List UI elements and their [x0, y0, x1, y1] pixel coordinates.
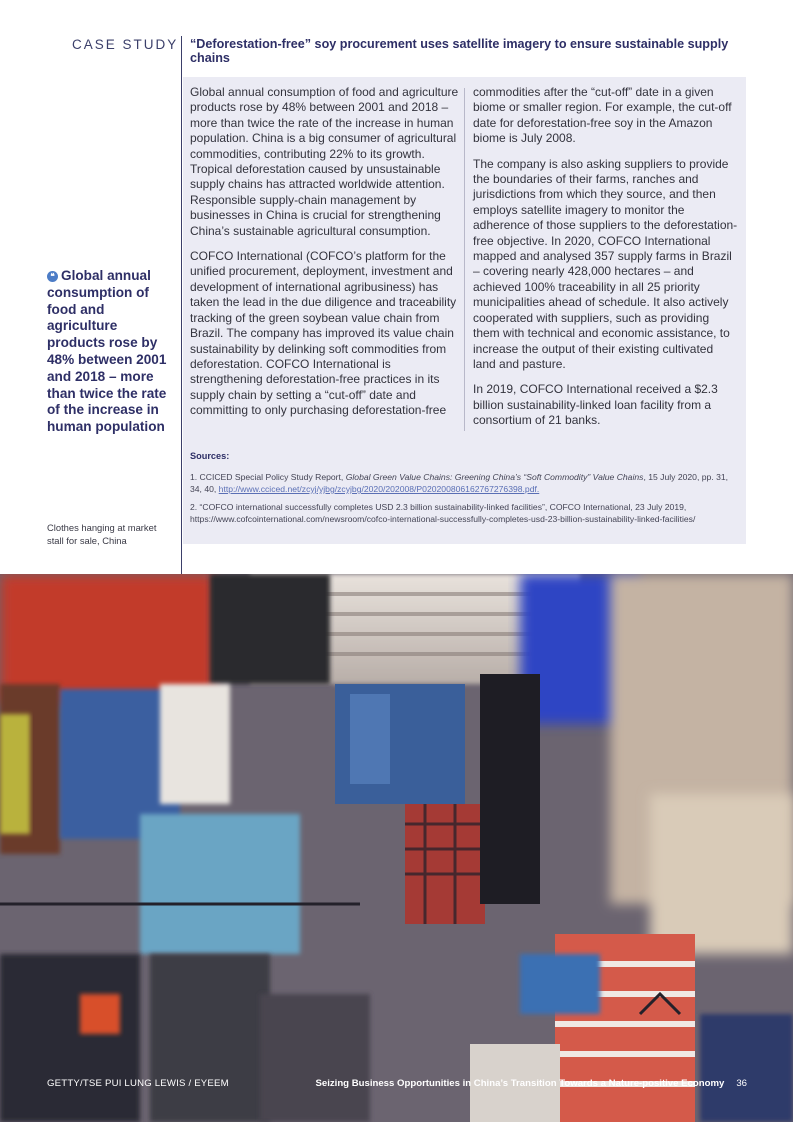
- pull-quote: [47, 268, 175, 436]
- sources-heading: Sources:: [190, 451, 230, 461]
- footer-publication: [315, 1078, 747, 1089]
- paragraph: Global annual consumption of food and agriculture products rose by 48% between 2001 and 2018 – more than twice the rate of the increase in human population. China is a big consumer of agricultural commodities, contributing 22% to its growth. Tropical deforestation caused by unsustainable supply chains has attracted worldwide attention. Responsible supply-chain management by businesses in China is crucial for strengthening China’s sustainable agricultural consumption.: [190, 85, 459, 238]
- source-link[interactable]: http://www.cciced.net/zcyj/yjbg/zcyjbg/2020/202008/P020200806162767276398.pdf.: [218, 484, 540, 494]
- publication-title: Seizing Business Opportunities in China’s Transition Towards a Nature-positive Economy: [315, 1078, 725, 1089]
- source-item: [190, 471, 740, 496]
- page-number: 36: [736, 1078, 747, 1089]
- quote-icon: ❝: [47, 271, 58, 282]
- source-item: 2. “COFCO international successfully completes USD 2.3 billion sustainability-linked facilities”, COFCO International, 23 July 2019, https://www.cofcointernational.com/newsroom/cofco-international-successfully-completes-usd-23-billion-sustainability-linked-facilities/: [190, 501, 696, 524]
- market-clothes-photo: [0, 574, 793, 1122]
- column-divider: [464, 88, 465, 431]
- body-column-2: [473, 85, 739, 439]
- paragraph: COFCO International (COFCO’s platform for the unified procurement, deployment, investment and development of international agribusiness) has taken the lead in the due diligence and traceability tracking of the green soybean value chain from Brazil. The company has improved its value chain sustainability by delinking soft commodities from deforestation. COFCO International is strengthening deforestation-free practices in its supply chain by setting a “cut-off” date and committing to only purchasing deforestation-free: [190, 249, 457, 418]
- photo-credit: GETTY/TSE PUI LUNG LEWIS / EYEEM: [47, 1078, 229, 1089]
- photo-caption: Clothes hanging at market stall for sale, China: [47, 522, 157, 546]
- paragraph: commodities after the “cut-off” date in a given biome or smaller region. For example, the cut-off date for deforestation-free soy in the Amazon biome is July 2008.: [473, 85, 732, 146]
- source-text: 1. CCICED Special Policy Study Report,: [190, 471, 346, 482]
- case-study-title: “Deforestation-free” soy procurement uses satellite imagery to ensure sustainable supply chains: [190, 37, 729, 65]
- section-label: CASE STUDY: [72, 37, 179, 52]
- sources-section: [190, 450, 740, 531]
- paragraph: The company is also asking suppliers to provide the boundaries of their farms, ranches and jurisdictions from which they source, and then employs satellite imagery to monitor the adherence of those suppliers to the deforestation-free objective. In 2020, COFCO International mapped and analysed 357 supply farms in Brazil – covering nearly 428,000 hectares – and achieved 100% traceability in all 25 priority municipalities ahead of schedule. It also actively cooperated with suppliers, such as providing them with technical and economic assistance, to increase the output of their existing cultivated land and pasture.: [473, 156, 738, 371]
- source-title: Global Green Value Chains: Greening China’s “Soft Commodity” Value Chains: [345, 471, 644, 482]
- paragraph: In 2019, COFCO International received a $2.3 billion sustainability-linked loan facility from a consortium of 21 banks.: [473, 382, 718, 428]
- photo-illustration: [0, 574, 793, 1122]
- pull-quote-text: Global annual consumption of food and agriculture products rose by 48% between 2001 and 2018 – more than twice the rate of the increase in human population: [47, 268, 167, 435]
- body-column-1: [190, 85, 460, 429]
- vertical-divider: [181, 36, 182, 574]
- source-text: , 15 July 2020, pp. 31, 34, 40,: [190, 471, 729, 494]
